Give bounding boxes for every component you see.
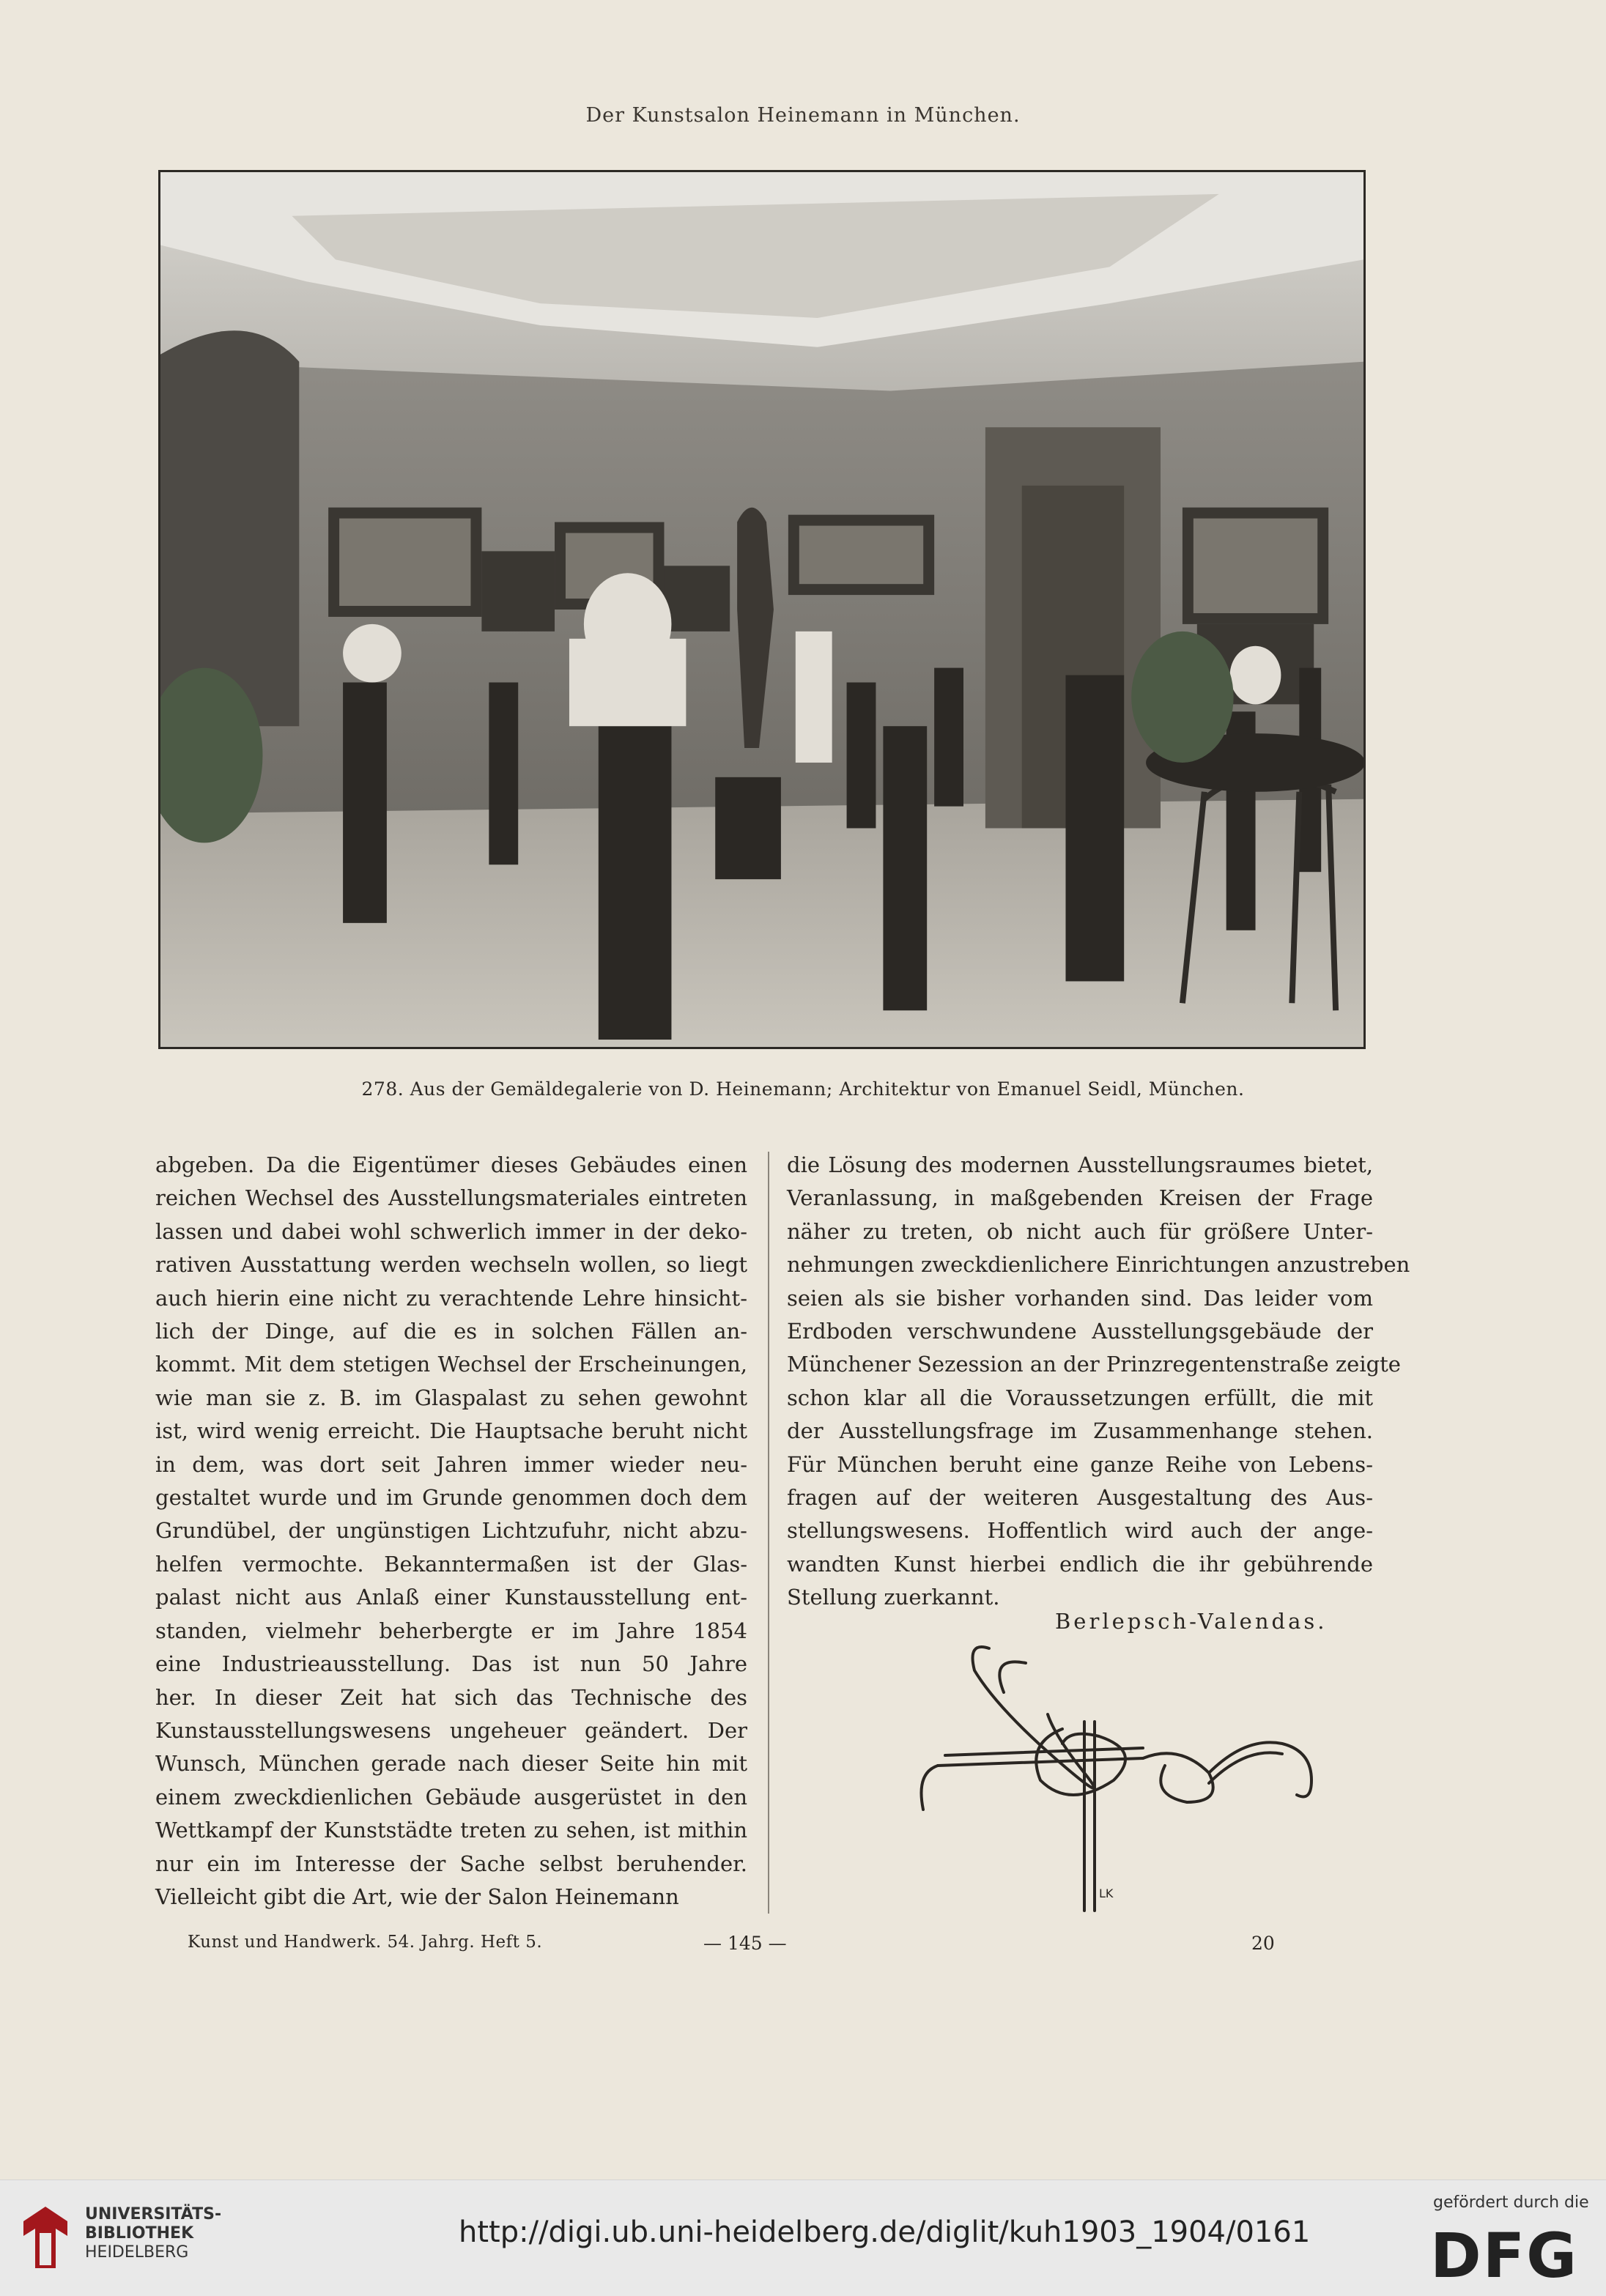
text-line: her. In dieser Zeit hat sich das Technische des [155,1684,747,1710]
text-line: die Lösung des modernen Ausstellungsraumes bietet, [787,1152,1373,1177]
text-line: abgeben. Da die Eigentümer dieses Gebäudes einen [155,1152,747,1177]
library-logo-icon [21,2204,70,2271]
column-rule [768,1152,769,1914]
text-line: rativen Ausstattung werden wechseln wollen, so liegt [155,1252,747,1278]
gallery-photograph [158,170,1366,1049]
text-line: einem zweckdienlichen Gebäude ausgerüstet in den [155,1784,747,1810]
library-line-1: UNIVERSITÄTS- [85,2205,222,2223]
text-line: gestaltet wurde und im Grunde genommen doch dem [155,1485,747,1511]
text-line: standen, vielmehr beherbergte er im Jahre 1854 [155,1618,747,1643]
text-line: Vielleicht gibt die Art, wie der Salon Heinemann [155,1884,679,1909]
text-line: auch hierin eine nicht zu verachtende Lehre hinsicht- [155,1285,747,1311]
text-line: Erdboden verschwundene Ausstellungsgebäude der [787,1319,1373,1344]
text-column-left [155,1149,747,1914]
bottom-info-bar [0,2180,1606,2296]
text-line: fragen auf der weiteren Ausgestaltung des Aus- [787,1485,1373,1511]
text-line: wandten Kunst hierbei endlich die ihr gebührende [787,1551,1373,1577]
text-line: Für München beruht eine ganze Reihe von Lebens- [787,1451,1373,1477]
text-line: Stellung zuerkannt. [787,1585,1000,1610]
gallery-photograph-image [160,172,1363,1047]
text-line: ist, wird wenig erreicht. Die Hauptsache beruht nicht [155,1418,747,1444]
dfg-logo: DFG [1430,2220,1579,2292]
text-column-right [787,1149,1410,1615]
text-line: schon klar all die Voraussetzungen erfüllt, die mit [787,1385,1373,1410]
text-line: wie man sie z. B. im Glaspalast zu sehen gewohnt [155,1385,747,1410]
text-line: helfen vermochte. Bekanntermaßen ist der Glas- [155,1551,747,1577]
permalink-url[interactable]: http://digi.ub.uni-heidelberg.de/diglit/kuh1903_1904/0161 [459,2215,1311,2249]
author-signature: Berlepsch-Valendas. [1055,1609,1328,1634]
text-line: Kunstausstellungswesens ungeheuer geändert. Der [155,1717,747,1743]
page-number: — 145 — [703,1933,787,1954]
text-line: reichen Wechsel des Ausstellungsmateriales eintreten [155,1185,747,1211]
signature-mark: 20 [1251,1933,1275,1954]
text-line: näher zu treten, ob nicht auch für größere Unter- [787,1218,1373,1244]
running-head: Der Kunstsalon Heinemann in München. [585,104,1021,127]
funding-label: gefördert durch die [1433,2193,1589,2212]
vignette-ornament [901,1626,1341,1912]
text-line: eine Industrieausstellung. Das ist nun 50 Jahre [155,1651,747,1677]
figure-caption: 278. Aus der Gemäldegalerie von D. Heinemann; Architektur von Emanuel Seidl, München. [361,1078,1245,1100]
text-line: Münchener Sezession an der Prinzregentenstraße zeigte [787,1352,1401,1377]
library-line-3: HEIDELBERG [85,2243,189,2262]
text-line: kommt. Mit dem stetigen Wechsel der Erscheinungen, [155,1352,747,1377]
library-name [85,2205,221,2262]
text-line: lassen und dabei wohl schwerlich immer in der deko- [155,1218,747,1244]
journal-footer: Kunst und Handwerk. 54. Jahrg. Heft 5. [188,1933,543,1952]
library-line-2: BIBLIOTHEK [85,2224,194,2243]
text-line: Wunsch, München gerade nach dieser Seite hin mit [155,1751,747,1777]
text-line: Grundübel, der ungünstigen Lichtzufuhr, nicht abzu- [155,1518,747,1544]
text-line: nur ein im Interesse der Sache selbst beruhender. [155,1851,747,1876]
text-line: nehmungen zweckdienlichere Einrichtungen anzustreben [787,1252,1410,1278]
text-line: der Ausstellungsfrage im Zusammenhange stehen. [787,1418,1373,1444]
ornament-initials: LK [1099,1886,1114,1900]
text-line: Veranlassung, in maßgebenden Kreisen der Frage [787,1185,1373,1211]
text-line: lich der Dinge, auf die es in solchen Fällen an- [155,1319,747,1344]
text-line: stellungswesens. Hoffentlich wird auch der ange- [787,1518,1373,1544]
text-line: in dem, was dort seit Jahren immer wieder neu- [155,1451,747,1477]
text-line: Wettkampf der Kunststädte treten zu sehen, ist mithin [155,1818,747,1843]
text-line: palast nicht aus Anlaß einer Kunstausstellung ent- [155,1585,747,1610]
text-line: seien als sie bisher vorhanden sind. Das leider vom [787,1285,1373,1311]
